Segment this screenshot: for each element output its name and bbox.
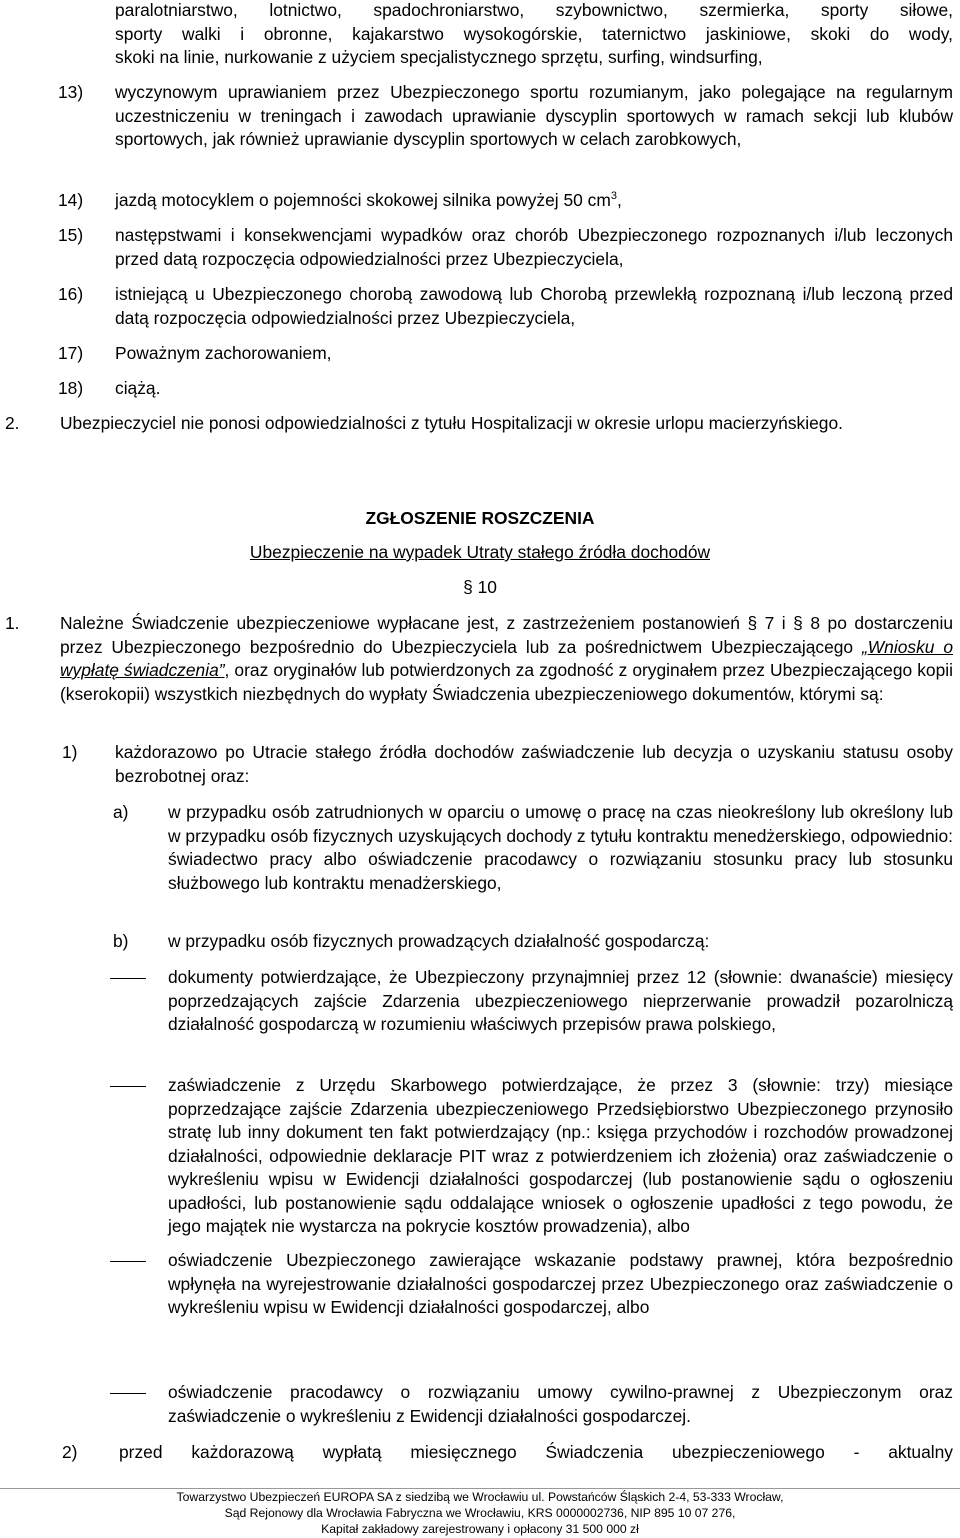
list-item-text: istniejącą u Ubezpieczonego chorobą zawodową lub Chorobą przewlekłą rozpoznaną i/lub leczoną przed datą rozpoczęcia odpowiedzialności przez Ubezpieczyciela, <box>115 284 953 328</box>
footer-line-2: Sąd Rejonowy dla Wrocławia Fabryczna we Wrocławiu, KRS 0000002736, NIP 895 10 07 276, <box>224 1506 736 1520</box>
footer-line-3: Kapitał zakładowy zarejestrowany i opłacony 31 500 000 zł <box>321 1522 639 1536</box>
dash-bullet <box>110 1393 146 1394</box>
list-item-number: 2) <box>62 1442 78 1462</box>
list-item-number: 16) <box>58 284 84 304</box>
paragraph-heading <box>0 576 960 600</box>
list-item-tail: , <box>616 190 622 210</box>
sub-item-letter: a) <box>113 802 129 822</box>
continuation-line-1: paralotniarstwo, lotnictwo, spadochroniarstwo, szybownictwo, szermierka, sporty siłowe, <box>115 0 953 20</box>
clause-text <box>60 612 953 706</box>
list-item-text: Poważnym zachorowaniem, <box>115 343 332 363</box>
dash-bullet <box>110 978 146 979</box>
section-sign: § <box>463 577 473 597</box>
point-text: Ubezpieczyciel nie ponosi odpowiedzialności z tytułu Hospitalizacji w okresie urlopu macierzyńskiego. <box>60 413 843 433</box>
continuation-text <box>115 0 953 70</box>
point-number: 2. <box>5 413 20 433</box>
list-item-text: każdorazowo po Utracie stałego źródła dochodów zaświadczenie lub decyzja o uzyskaniu statusu osoby bezrobotnej oraz: <box>115 742 953 786</box>
dash-item-text: zaświadczenie z Urzędu Skarbowego potwierdzające, że przez 3 (słownie: trzy) miesiące poprzedzające zajście Zdarzenia ubezpieczeniowego Przedsiębiorstwo Ubezpieczonego przynosiło stratę lub inny dokument ten fakt potwierdzający (np.: księga przychodów i rozchodów prowadzonej działalności, odpowiednie deklaracje PIT wraz z potwierdzeniem ich złożenia) oraz zaświadczenie o wykreśleniu wpisu w Ewidencji działalności gospodarczej (lub postanowienie sądu o ogłoszeniu upadłości, lub postanowienie sądu oddalające wniosek o ogłoszenie upadłości z tego powodu, że jego majątek nie wystarcza na pokrycie kosztów prowadzenia), albo <box>168 1075 953 1236</box>
clause-text-b: , oraz oryginałów lub potwierdzonych za zgodność z oryginałem przez Ubezpieczającego kopii (kserokopii) wszystkich niezbędnych do wypłaty Świadczenia ubezpieczeniowego dokumentów, którymi są: <box>60 660 953 704</box>
list-item-number: 15) <box>58 225 84 245</box>
dash-item-text: oświadczenie Ubezpieczonego zawierające wskazanie podstawy prawnej, która bezpośrednio wpłynęła na wyrejestrowanie działalności gospodarczej przez Ubezpieczonego oraz zaświadczenie o wykreśleniu wpisu w Ewidencji działalności gospodarczej, albo <box>168 1250 953 1317</box>
list-item-text: wyczynowym uprawianiem przez Ubezpieczonego sportu rozumianym, jako polegające na regularnym uczestniczeniu w treningach i zawodach uprawianie dyscyplin sportowych w ramach sekcji lub klubów sportowych, jak również uprawianie dyscyplin sportowych w celach zarobkowych, <box>115 82 953 149</box>
dash-item-text: oświadczenie pracodawcy o rozwiązaniu umowy cywilno-prawnej z Ubezpieczonym oraz zaświadczenie o wykreśleniu z Ewidencji działalności gospodarczej. <box>168 1382 953 1426</box>
list-item-number: 17) <box>58 343 84 363</box>
list-item-number: 14) <box>58 190 84 210</box>
continuation-line-2: sporty walki i obronne, kajakarstwo wysokogórskie, taternictwo jaskiniowe, skoki do wody, <box>115 23 953 44</box>
section-title: ZGŁOSZENIE ROSZCZENIA <box>365 508 595 528</box>
dash-bullet <box>110 1261 146 1262</box>
list-item-text: przed każdorazową wypłatą miesięcznego Świadczenia ubezpieczeniowego - aktualny <box>119 1442 953 1462</box>
dash-bullet <box>110 1086 146 1087</box>
paragraph-number: 10 <box>477 577 497 597</box>
list-item-text: następstwami i konsekwencjami wypadków oraz chorób Ubezpieczonego rozpoznanych i/lub leczonych przed datą rozpoczęcia odpowiedzialności przez Ubezpieczyciela, <box>115 225 953 269</box>
dash-item-text: dokumenty potwierdzające, że Ubezpieczony przynajmniej przez 12 (słownie: dwanaście) miesięcy poprzedzających zajście Zdarzenia ubezpieczeniowego nieprzerwanie prowadził pozarolniczą działalność gospodarczą w rozumieniu właściwych przepisów prawa polskiego, <box>168 967 953 1034</box>
form-name: „Wniosku o wypłatę świadczenia” <box>60 636 953 680</box>
clause-text-a: Należne Świadczenie ubezpieczeniowe wypłacane jest, z zastrzeżeniem postanowień § 7 i § 8 po dostarczeniu przez Ubezpieczonego bezpośrednio do Ubezpieczyciela lub za pośrednictwem Ubezpieczającego <box>60 613 953 657</box>
list-item-text: ciążą. <box>115 378 161 398</box>
clause-number: 1. <box>5 613 20 633</box>
list-item-number: 18) <box>58 378 84 398</box>
footer-line-1: Towarzystwo Ubezpieczeń EUROPA SA z siedzibą we Wrocławiu ul. Powstańców Śląskich 2-4, 53-333 Wrocław, <box>176 1490 784 1504</box>
sub-item-text: w przypadku osób fizycznych prowadzących działalność gospodarczą: <box>168 931 710 951</box>
list-item-number: 1) <box>62 742 78 762</box>
sub-item-text: w przypadku osób zatrudnionych w oparciu o umowę o pracę na czas nieokreślony lub określony lub w przypadku osób fizycznych uzyskujących dochody z tytułu kontraktu menedżerskiego, odpowiednio: świadectwo pracy albo oświadczenie pracodawcy o rozwiązaniu stosunku pracy lub stosunku służbowego lub kontraktu menadżerskiego, <box>168 802 953 893</box>
list-item-text <box>115 189 953 213</box>
sub-item-letter: b) <box>113 931 129 951</box>
superscript: 3 <box>610 190 617 203</box>
list-item-body: jazdą motocyklem o pojemności skokowej silnika powyżej 50 cm <box>115 190 611 210</box>
continuation-line-3: skoki na linie, nurkowanie z użyciem specjalistycznego sprzętu, surfing, windsurfing, <box>115 47 763 67</box>
list-item-number: 13) <box>58 82 84 102</box>
section-subtitle: Ubezpieczenie na wypadek Utraty stałego źródła dochodów <box>249 542 711 562</box>
